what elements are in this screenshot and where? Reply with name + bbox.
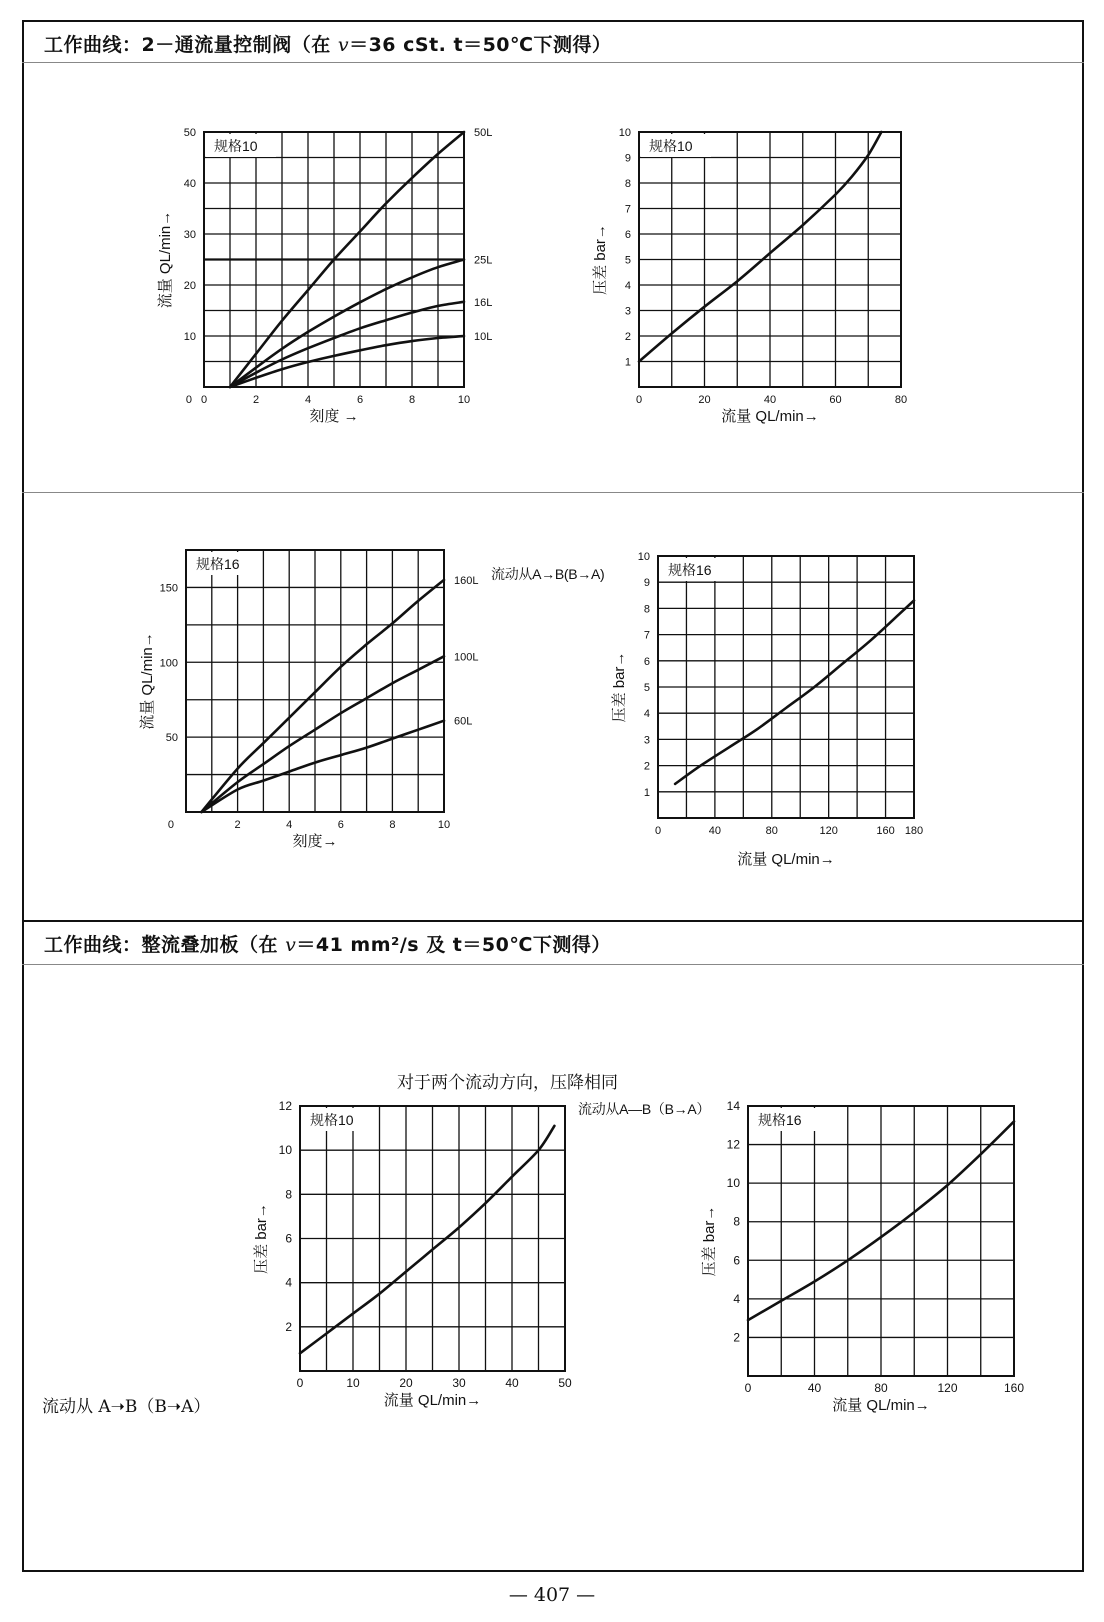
y-tick-label: 20 (183, 280, 196, 292)
size-label: 规格10 (310, 1112, 354, 1128)
same-pressure-drop-note: 对于两个流动方向，压降相同 (397, 1073, 618, 1093)
origin-label: 0 (185, 394, 192, 406)
series-label: 60L (454, 715, 473, 728)
y-tick-label: 1 (624, 356, 631, 369)
y-tick-label: 4 (733, 1291, 740, 1306)
y-tick-label: 8 (285, 1187, 292, 1202)
x-tick-label: 120 (819, 825, 838, 837)
y-tick-label: 14 (726, 1099, 740, 1113)
y-tick-label: 50 (165, 732, 178, 745)
x-tick-label: 60 (829, 394, 842, 406)
row-divider (22, 492, 1084, 493)
chart-flow-vs-scale-size16 (130, 540, 510, 855)
x-axis-label: 流量 QL/min→ (832, 1397, 930, 1414)
y-tick-label: 10 (618, 127, 631, 139)
x-tick-label: 40 (807, 1381, 822, 1395)
y-axis-label: 压差 bar→ (611, 651, 628, 723)
y-tick-label: 4 (624, 280, 631, 292)
y-tick-label: 7 (643, 629, 650, 642)
series-label: 25L (474, 254, 493, 267)
y-tick-label: 2 (733, 1330, 740, 1345)
y-tick-label: 8 (733, 1214, 740, 1229)
section-2-title-rule (22, 964, 1084, 965)
y-axis-label: 压差 bar→ (701, 1205, 718, 1277)
y-axis-label: 压差 bar→ (253, 1203, 270, 1274)
section-divider (22, 920, 1084, 922)
x-tick-label: 120 (937, 1381, 958, 1395)
y-tick-label: 1 (643, 786, 650, 799)
section-1-title-rule (22, 62, 1084, 63)
x-tick-label: 0 (200, 394, 208, 406)
y-tick-label: 12 (278, 1099, 292, 1113)
x-tick-label: 80 (894, 394, 908, 406)
y-tick-label: 8 (643, 603, 650, 616)
size-label: 规格10 (214, 138, 258, 154)
y-tick-label: 2 (624, 331, 631, 343)
flow-direction-note-3: 流动从 A➝B（B➝A） (42, 1397, 211, 1417)
y-axis-label: 流量 QL/min→ (139, 632, 156, 730)
flow-direction-note-1: 流动从A→B(B→A) (491, 566, 605, 582)
y-axis-label: 流量 QL/min→ (157, 210, 174, 309)
x-axis-label: 流量 QL/min→ (721, 408, 819, 425)
y-tick-label: 10 (278, 1143, 292, 1158)
y-tick-label: 10 (726, 1176, 740, 1191)
y-tick-label: 2 (643, 760, 650, 773)
y-tick-label: 10 (183, 331, 196, 343)
y-axis-label: 压差 bar→ (592, 224, 609, 295)
flow-direction-note-2: 流动从A—B（B→A） (578, 1101, 711, 1117)
x-tick-label: 2 (234, 819, 241, 831)
y-tick-label: 6 (624, 229, 631, 241)
chart-pressure-vs-flow-size16 (600, 548, 950, 866)
x-tick-label: 0 (635, 394, 643, 406)
y-tick-label: 4 (285, 1275, 292, 1290)
x-axis-label: 流量 QL/min→ (737, 851, 835, 868)
section-2-title: 工作曲线：整流叠加板（在 v＝41 mm²/s 及 t＝50℃下测得） (44, 934, 611, 956)
series-label: 10L (474, 331, 493, 343)
series-line (300, 1126, 554, 1353)
y-tick-label: 30 (183, 229, 196, 241)
x-tick-label: 0 (744, 1381, 752, 1395)
x-tick-label: 4 (286, 819, 293, 831)
x-tick-label: 20 (698, 394, 711, 406)
x-tick-label: 80 (874, 1381, 888, 1395)
x-tick-label: 20 (399, 1376, 413, 1390)
page-number: — 407 — (508, 1584, 596, 1606)
x-tick-label: 2 (252, 394, 260, 406)
y-tick-label: 4 (643, 708, 650, 721)
y-tick-label: 6 (285, 1231, 292, 1246)
series-line (675, 601, 914, 784)
y-tick-label: 6 (643, 655, 650, 668)
y-tick-label: 50 (183, 127, 196, 139)
y-tick-label: 3 (624, 305, 631, 318)
x-tick-label: 80 (765, 825, 778, 837)
series-label: 16L (474, 296, 493, 309)
x-tick-label: 160 (876, 825, 895, 837)
size-label: 规格16 (196, 556, 240, 572)
y-tick-label: 7 (624, 203, 631, 216)
x-axis-label: 流量 QL/min→ (383, 1392, 482, 1409)
x-tick-label: 160 (1003, 1381, 1025, 1395)
x-tick-label: 40 (708, 825, 722, 837)
y-tick-label: 12 (726, 1137, 740, 1152)
y-tick-label: 5 (624, 254, 631, 267)
x-tick-label: 8 (408, 394, 416, 406)
y-tick-label: 5 (643, 682, 650, 694)
y-tick-label: 3 (643, 734, 650, 747)
x-tick-label: 10 (437, 819, 451, 831)
x-tick-label: 40 (505, 1376, 519, 1390)
x-tick-label: 8 (389, 819, 396, 831)
x-tick-label: 40 (763, 394, 777, 406)
y-tick-label: 150 (159, 582, 178, 595)
size-label: 规格16 (668, 562, 712, 578)
y-tick-label: 6 (733, 1253, 740, 1268)
x-tick-label: 10 (346, 1376, 360, 1390)
chart-rectifier-pressure-size10 (245, 1096, 595, 1416)
x-axis-label: 刻度→ (292, 833, 338, 850)
x-tick-label: 6 (337, 819, 344, 831)
x-tick-label: 180 (904, 825, 924, 837)
series-line (639, 132, 881, 362)
x-tick-label: 4 (304, 394, 312, 406)
x-tick-label: 50 (558, 1376, 572, 1390)
size-label: 规格16 (758, 1112, 802, 1128)
y-tick-label: 40 (183, 178, 196, 190)
origin-label: 0 (167, 819, 174, 831)
series-label: 50L (474, 127, 493, 139)
x-tick-label: 10 (457, 394, 471, 406)
x-tick-label: 6 (356, 394, 364, 406)
chart-flow-vs-scale-size10 (150, 122, 530, 432)
x-tick-label: 30 (452, 1376, 466, 1390)
x-tick-label: 0 (296, 1376, 304, 1390)
series-label: 160L (454, 574, 479, 587)
y-tick-label: 10 (637, 551, 650, 563)
y-tick-label: 100 (159, 657, 178, 670)
x-axis-label: 刻度 → (309, 408, 359, 425)
size-label: 规格10 (649, 138, 693, 154)
x-tick-label: 0 (654, 825, 662, 837)
series-label: 100L (454, 651, 479, 664)
section-1-title: 工作曲线：2－通流量控制阀（在 v＝36 cSt. t＝50℃下测得） (44, 34, 612, 56)
y-tick-label: 2 (285, 1319, 292, 1334)
y-tick-label: 8 (624, 178, 631, 190)
y-tick-label: 9 (643, 577, 650, 590)
chart-rectifier-pressure-size16 (700, 1096, 1050, 1416)
y-tick-label: 9 (624, 152, 631, 165)
chart-pressure-vs-flow-size10 (592, 122, 935, 432)
